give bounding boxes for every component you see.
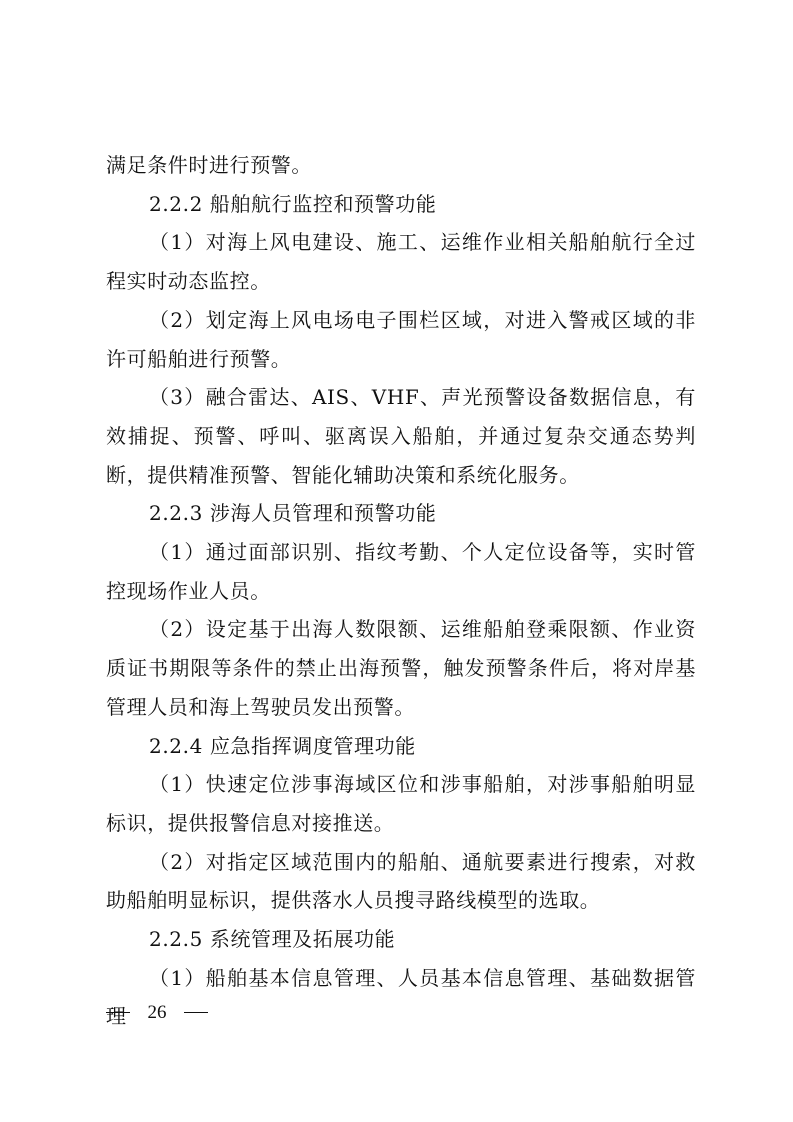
paragraph: （2）设定基于出海人数限额、运维船舶登乘限额、作业资质证书期限等条件的禁止出海预警，触发预警条件后，将对岸基管理人员和海上驾驶员发出预警。 — [106, 617, 696, 719]
paragraph: 满足条件时进行预警。 — [106, 153, 312, 177]
page-number: 26 — [147, 1002, 167, 1023]
page-footer — [106, 998, 208, 1027]
paragraph: （2）对指定区域范围内的船舶、通航要素进行搜索，对救助船舶明显标识，提供落水人员搜寻路线模型的选取。 — [106, 849, 696, 913]
paragraph: （1）通过面部识别、指纹考勤、个人定位设备等，实时管控现场作业人员。 — [106, 540, 696, 603]
paragraph: （2）划定海上风电场电子围栏区域，对进入警戒区域的非许可船舶进行预警。 — [106, 307, 696, 371]
paragraph: 2.2.2 船舶航行监控和预警功能 — [149, 191, 437, 216]
paragraph: 2.2.5 系统管理及拓展功能 — [149, 927, 396, 952]
paragraph: （3）融合雷达、AIS、VHF、声光预警设备数据信息，有效捕捉、预警、呼叫、驱离误入船舶，并通过复杂交通态势判断，提供精准预警、智能化辅助决策和系统化服务。 — [106, 385, 696, 487]
paragraph: 2.2.3 涉海人员管理和预警功能 — [149, 501, 437, 526]
paragraph: （1）船舶基本信息管理、人员基本信息管理、基础数据管理 — [106, 965, 696, 1029]
paragraph: 2.2.4 应急指挥调度管理功能 — [149, 733, 416, 758]
paragraph: （1）快速定位涉事海域区位和涉事船舶，对涉事船舶明显标识，提供报警信息对接推送。 — [106, 772, 696, 835]
paragraph: （1）对海上风电建设、施工、运维作业相关船舶航行全过程实时动态监控。 — [106, 230, 696, 294]
body-text — [106, 146, 696, 1036]
footer-dash-right — [184, 1012, 208, 1013]
footer-dash-left — [106, 1012, 130, 1013]
